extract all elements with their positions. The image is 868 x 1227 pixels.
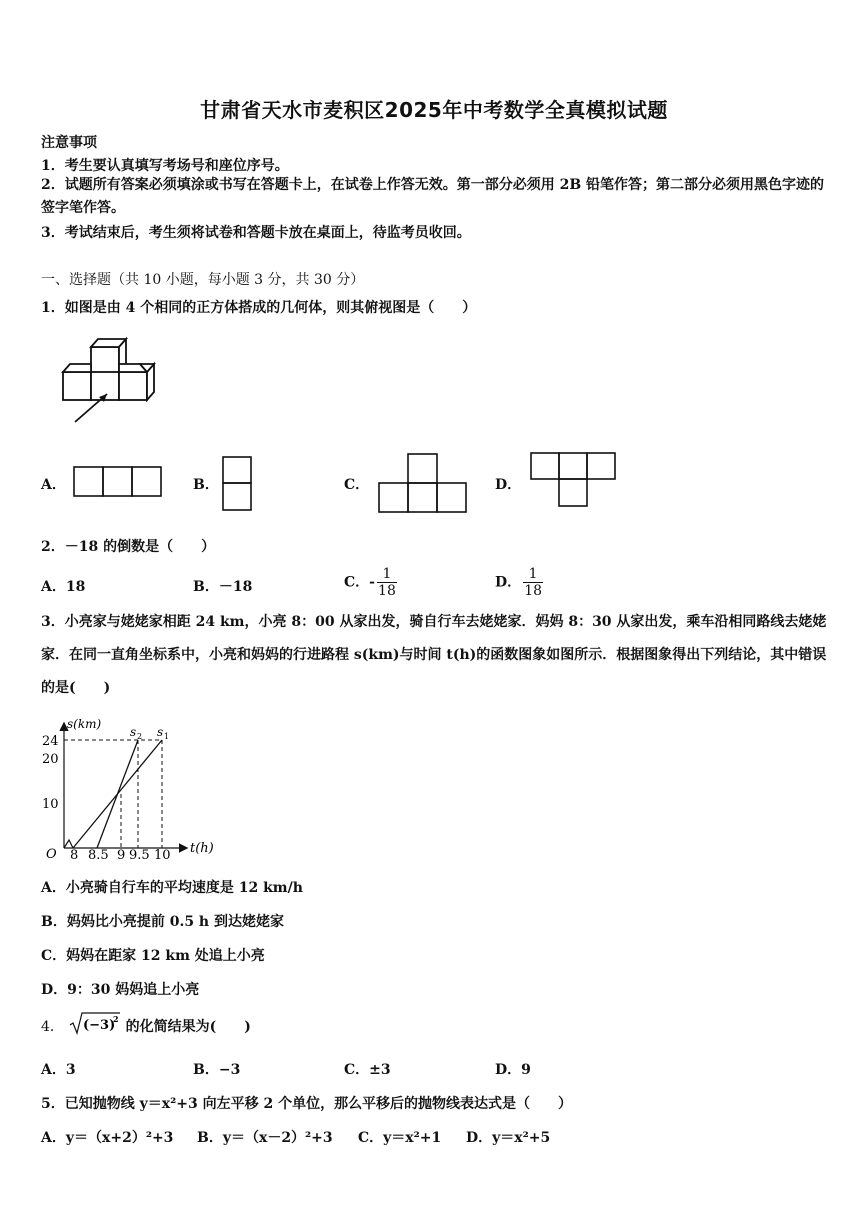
graph-s2-label: s [130,725,137,739]
graph-xtick-8-5: 8.5 [88,848,109,863]
fraction-denominator: 18 [378,583,396,599]
note-item-3: 3．考试结束后，考生须将试卷和答题卡放在桌面上，待监考员收回。 [41,225,471,241]
q1-option-a-label[interactable]: A． [41,477,66,493]
graph-origin: O [46,847,57,862]
q4-option-d[interactable]: D．9 [495,1062,531,1078]
notes-heading: 注意事项 [41,135,97,151]
q2-option-c-label: C．- [344,574,375,591]
graph-s2-subscript: 2 [137,732,143,741]
question-2-stem: 2．－18 的倒数是（ ） [41,539,216,555]
note-item-2: 2．试题所有答案必须填涂或书写在答题卡上，在试卷上作答无效。第一部分必须用 2B 铅笔作答；第二部分必须用黑色字迹的签字笔作答。 [41,177,825,216]
note-item-1: 1．考生要认真填写考场号和座位序号。 [41,158,289,174]
q4-radicand: (−3) [82,1018,116,1033]
q3-option-b[interactable]: B．妈妈比小亮提前 0.5 h 到达姥姥家 [41,914,284,930]
q3-option-a[interactable]: A．小亮骑自行车的平均速度是 12 km/h [41,880,303,896]
q4-number: 4． [41,1019,64,1035]
q2-option-c[interactable] [344,566,397,599]
q3-option-d[interactable]: D．9：30 妈妈追上小亮 [41,982,200,998]
graph-xtick-9-5: 9.5 [129,848,150,863]
q1-option-b-figure[interactable] [222,456,254,512]
q1-option-b-label[interactable]: B． [193,477,219,493]
graph-ylabel: s(km) [67,717,102,731]
q2-option-a[interactable]: A．18 [41,579,86,595]
q5-option-b[interactable]: B．y＝（x－2）²+3 [197,1130,333,1146]
graph-s1-label: s [157,725,164,739]
graph-xlabel: t(h) [190,841,214,856]
fraction-numerator: 1 [528,566,538,582]
q4-sqrt-expression [69,1011,121,1035]
q3-option-c[interactable]: C．妈妈在距家 12 km 处追上小亮 [41,948,265,964]
graph-ytick-24: 24 [42,734,59,749]
question-3-stem: 3．小亮家与姥姥家相距 24 km，小亮 8：00 从家出发，骑自行车去姥姥家．妈妈 8：30 从家出发，乘车沿相同路线去姥姥家．在同一直角坐标系中，小亮和妈妈的行进路程 s(km)与时间 t(h)的函数图象如图所示．根据图象得出下列结论，其中错误的是( ) [41,614,827,696]
graph-xtick-8: 8 [70,848,79,863]
graph-xtick-9: 9 [117,848,126,863]
q1-option-d-figure[interactable] [530,452,620,512]
q2-option-c-fraction [377,566,397,599]
page-title: 甘肃省天水市麦积区2025年中考数学全真模拟试题 [200,98,668,122]
graph-xtick-10: 10 [154,848,171,863]
q4-suffix: 的化简结果为( ) [125,1019,251,1035]
distance-time-graph [40,716,230,864]
fraction-numerator: 1 [382,566,392,582]
q1-option-d-label[interactable]: D． [495,477,522,493]
q2-option-d-label: D． [495,574,522,591]
graph-ytick-10: 10 [42,797,59,812]
question-1-stem: 1．如图是由 4 个相同的正方体搭成的几何体，则其俯视图是（ ） [41,300,477,316]
q5-option-d[interactable]: D．y＝x²+5 [466,1130,551,1146]
q2-option-b[interactable]: B．－18 [193,579,253,595]
section-heading: 一、选择题（共 10 小题，每小题 3 分，共 30 分） [41,272,365,288]
question-4-stem [41,1016,251,1036]
q1-option-a-figure[interactable] [73,466,163,498]
question-5-stem: 5．已知抛物线 y＝x²+3 向左平移 2 个单位，那么平移后的抛物线表达式是（ ） [41,1096,573,1112]
graph-ytick-20: 20 [42,752,59,767]
q4-option-c[interactable]: C．±3 [344,1062,391,1078]
q2-option-d-fraction [523,566,543,599]
q4-exponent: 2 [112,1014,119,1024]
q4-option-b[interactable]: B．−3 [193,1062,241,1078]
q5-option-c[interactable]: C．y＝x²+1 [358,1130,442,1146]
q4-option-a[interactable]: A．3 [41,1062,76,1078]
cube-figure [55,336,165,428]
fraction-denominator: 18 [524,583,543,599]
q2-option-d[interactable] [495,566,543,599]
q5-option-a[interactable]: A．y＝（x+2）²+3 [41,1130,174,1146]
q1-option-c-figure[interactable] [378,453,468,513]
q1-option-c-label[interactable]: C． [344,477,370,493]
graph-s1-subscript: 1 [164,732,170,741]
